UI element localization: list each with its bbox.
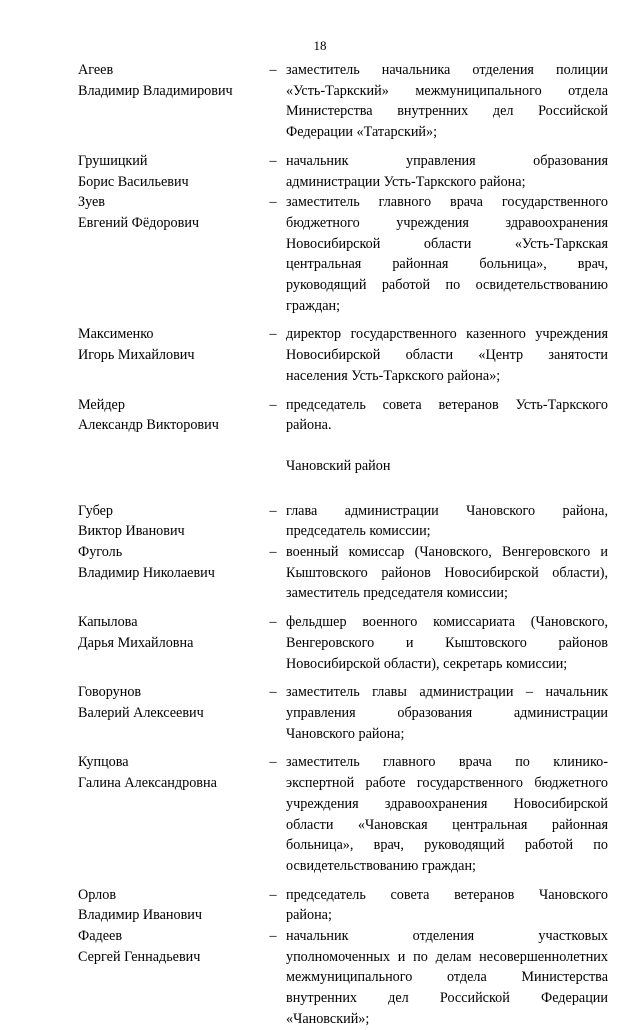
position-line: области «Чановская центральная районная	[286, 816, 608, 833]
dash-separator: –	[269, 326, 277, 343]
member-given-name: Борис Васильевич	[78, 173, 189, 190]
dash-separator: –	[269, 502, 277, 519]
dash-separator: –	[269, 194, 277, 211]
position-line: центральная районная больница», врач,	[286, 256, 608, 273]
position-line: населения Усть-Таркского района»;	[286, 367, 501, 384]
position-line: председатель комиссии;	[286, 523, 431, 540]
position-line: фельдшер военного комиссариата (Чановского,	[286, 614, 608, 631]
dash-separator: –	[269, 62, 277, 78]
member-name	[78, 395, 260, 436]
dash-separator: –	[269, 754, 277, 771]
member-given-name: Галина Александровна	[78, 775, 217, 792]
member-name	[78, 682, 260, 723]
member-entry	[78, 324, 608, 386]
member-position	[286, 885, 608, 926]
member-surname: Купцова	[78, 754, 129, 771]
member-position	[286, 682, 608, 744]
member-position	[286, 612, 608, 674]
position-line: заместитель председателя комиссии;	[286, 585, 508, 602]
position-line: начальник отделения участковых	[286, 928, 608, 945]
position-line: директор государственного казенного учреждения	[286, 326, 608, 343]
member-name	[78, 542, 260, 583]
position-line: Министерства внутренних дел Российской	[286, 103, 608, 120]
member-name	[78, 612, 260, 653]
position-line: Новосибирской области «Усть-Таркская	[286, 235, 608, 252]
member-given-name: Владимир Николаевич	[78, 564, 215, 581]
member-entry	[78, 612, 608, 674]
member-given-name: Дарья Михайловна	[78, 634, 194, 651]
member-position	[286, 752, 608, 876]
member-name	[78, 501, 260, 542]
position-line: уполномоченных и по делам несовершеннолетних	[286, 948, 608, 965]
position-line: начальник управления образования	[286, 152, 608, 169]
member-given-name: Александр Викторович	[78, 417, 219, 434]
member-surname: Губер	[78, 502, 113, 519]
member-surname: Агеев	[78, 62, 114, 78]
member-given-name: Виктор Иванович	[78, 523, 185, 540]
dash-separator: –	[269, 396, 277, 413]
member-name	[78, 926, 260, 967]
position-line: освидетельствованию граждан;	[286, 857, 476, 874]
member-surname: Говорунов	[78, 684, 142, 701]
member-name	[78, 885, 260, 926]
position-line: района.	[286, 417, 332, 434]
section-title: Чановский район	[286, 457, 391, 474]
position-line: военный комиссар (Чановского, Венгеровского и	[286, 544, 608, 561]
member-surname: Орлов	[78, 886, 117, 903]
member-surname: Грушицкий	[78, 152, 148, 169]
member-entry	[78, 501, 608, 542]
position-line: руководящий работой по освидетельствованию	[286, 277, 608, 294]
position-line: Чановского района;	[286, 725, 405, 742]
position-line: Новосибирской области «Центр занятости	[286, 347, 608, 364]
member-entry	[78, 192, 608, 316]
page-number: 18	[313, 38, 327, 53]
position-line: администрации Усть-Таркского района;	[286, 173, 526, 190]
position-line: заместитель начальника отделения полиции	[286, 62, 608, 78]
member-given-name: Владимир Владимирович	[78, 82, 233, 99]
member-surname: Максименко	[78, 326, 154, 343]
member-given-name: Владимир Иванович	[78, 907, 203, 924]
member-entry	[78, 542, 608, 604]
position-line: заместитель главы администрации – начальник	[286, 684, 608, 701]
member-given-name: Валерий Алексеевич	[78, 704, 204, 721]
member-surname: Фадеев	[78, 928, 123, 945]
member-position	[286, 151, 608, 192]
member-position	[286, 542, 608, 604]
member-position	[286, 324, 608, 386]
member-name	[78, 752, 260, 793]
position-line: заместитель главного врача государственного	[286, 194, 608, 211]
member-entry	[78, 151, 608, 192]
dash-separator: –	[269, 614, 277, 631]
position-line: внутренних дел Российской Федерации	[286, 990, 608, 1007]
member-entry	[78, 885, 608, 926]
position-line: Кыштовского районов Новосибирской области),	[286, 564, 608, 581]
member-name	[78, 192, 260, 233]
member-surname: Зуев	[78, 194, 106, 211]
document-body	[78, 60, 608, 1030]
member-surname: Фуголь	[78, 544, 123, 561]
dash-separator: –	[269, 928, 277, 945]
position-line: «Усть-Таркский» межмуниципального отдела	[286, 82, 608, 99]
position-line: Венгеровского и Кыштовского районов	[286, 634, 608, 651]
member-entry	[78, 682, 608, 744]
member-surname: Капылова	[78, 614, 138, 631]
dash-separator: –	[269, 886, 277, 903]
member-name	[78, 151, 260, 192]
position-line: глава администрации Чановского района,	[286, 502, 608, 519]
member-entry	[78, 60, 608, 143]
position-line: председатель совета ветеранов Чановского	[286, 886, 608, 903]
member-entry	[78, 926, 608, 1030]
member-entry	[78, 395, 608, 436]
position-line: граждан;	[286, 297, 341, 314]
position-line: больница», врач, руководящий работой по	[286, 837, 608, 854]
member-position	[286, 926, 608, 1030]
member-position	[286, 501, 608, 542]
position-line: учреждения здравоохранения Новосибирской	[286, 795, 608, 812]
position-line: района;	[286, 907, 332, 924]
member-given-name: Сергей Геннадьевич	[78, 948, 201, 965]
position-line: председатель совета ветеранов Усть-Таркского	[286, 396, 608, 413]
dash-separator: –	[269, 152, 277, 169]
member-entry	[78, 752, 608, 876]
member-position	[286, 192, 608, 316]
position-line: Новосибирской области), секретарь комиссии;	[286, 655, 568, 672]
position-line: межмуниципального отдела Министерства	[286, 969, 608, 986]
member-name	[78, 324, 260, 365]
position-line: экспертной работе государственного бюджетного	[286, 775, 608, 792]
member-given-name: Евгений Фёдорович	[78, 214, 200, 231]
member-surname: Мейдер	[78, 396, 125, 413]
position-line: заместитель главного врача по клинико-	[286, 754, 608, 771]
position-line: «Чановский»;	[286, 1010, 370, 1027]
position-line: бюджетного учреждения здравоохранения	[286, 214, 608, 231]
position-line: управления образования администрации	[286, 704, 608, 721]
member-position	[286, 395, 608, 436]
dash-separator: –	[269, 684, 277, 701]
dash-separator: –	[269, 544, 277, 561]
member-name	[78, 60, 260, 101]
member-given-name: Игорь Михайлович	[78, 347, 195, 364]
member-position	[286, 60, 608, 143]
position-line: Федерации «Татарский»;	[286, 124, 438, 141]
